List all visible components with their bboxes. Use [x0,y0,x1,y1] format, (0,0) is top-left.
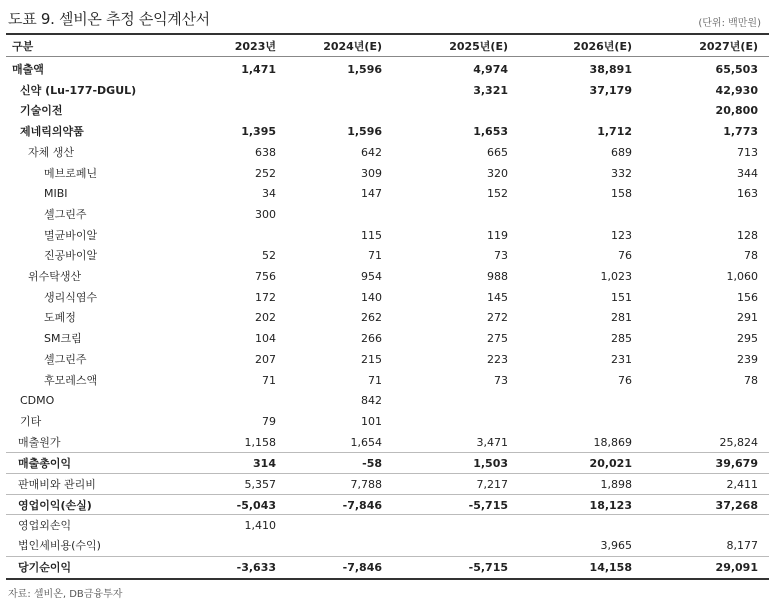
row-label: 판매비와 관리비 [18,478,96,491]
table-row [6,411,769,432]
cell-value: 1,023 [600,270,632,283]
cell-value: 123 [611,228,632,242]
cell-value: 842 [361,394,382,408]
cell-value: 215 [361,352,382,366]
row-label: MIBI [44,187,68,201]
cell-value: -5,715 [468,498,508,512]
row-label: 당기순이익 [18,560,72,574]
row-label: 매출액 [12,63,44,76]
row-label: 위수탁생산 [28,270,82,283]
row-label: CDMO [20,394,55,408]
cell-value: 79 [262,414,276,428]
table-row [6,80,769,101]
cell-value: 7,788 [350,478,382,491]
row-label: 기술이전 [20,104,63,118]
header-col-2024: 2024년(E) [323,40,382,53]
cell-value: 954 [361,270,382,283]
cell-value: 665 [487,145,508,159]
cell-value: 78 [744,249,758,263]
cell-value: 115 [361,228,382,242]
table-row [6,204,769,225]
cell-value: 320 [487,166,508,180]
cell-value: 7,217 [476,478,508,491]
table-row [6,390,769,411]
cell-value: 163 [737,187,758,201]
row-label: 영업이익(손실) [18,498,92,512]
cell-value: 252 [255,166,276,180]
row-label: 생리식염수 [44,290,98,304]
cell-value: 713 [737,145,758,159]
cell-value: 145 [487,290,508,304]
table-row [6,163,769,184]
cell-value: 275 [487,332,508,346]
row-label: 후모레스액 [44,373,98,387]
table-row [6,349,769,370]
row-label: 셀그린주 [44,207,87,221]
cell-value: 1,395 [241,125,276,139]
cell-value: -7,846 [342,498,382,512]
table-row [6,432,769,453]
row-label: 도페정 [44,311,76,325]
cell-value: 65,503 [715,63,758,76]
table-row [6,287,769,308]
cell-value: 104 [255,332,276,346]
cell-value: 25,824 [719,435,758,449]
cell-value: 71 [368,373,382,387]
cell-value: -58 [362,457,382,471]
table-row [6,307,769,328]
cell-value: 29,091 [715,560,758,574]
cell-value: 76 [618,249,632,263]
cell-value: 147 [361,187,382,201]
cell-value: 1,060 [726,270,758,283]
cell-value: 1,712 [597,125,632,139]
cell-value: 101 [361,414,382,428]
cell-value: 5,357 [244,478,276,491]
cell-value: 988 [487,270,508,283]
unit-label: (단위: 백만원) [698,18,761,29]
cell-value: 14,158 [589,560,632,574]
cell-value: 34 [262,187,276,201]
cell-value: 151 [611,290,632,304]
cell-value: 119 [487,228,508,242]
cell-value: 8,177 [726,539,758,553]
header-col-2027: 2027년(E) [699,40,758,53]
table-row [6,266,769,287]
cell-value: 158 [611,187,632,201]
cell-value: 1,654 [350,435,382,449]
cell-value: 52 [262,249,276,263]
cell-value: 73 [494,249,508,263]
header-col-2023: 2023년 [234,40,276,53]
cell-value: 38,891 [589,63,632,76]
cell-value: 1,596 [347,63,382,76]
cell-value: -3,633 [236,560,276,574]
row-label: 진공바이알 [44,249,98,263]
cell-value: 272 [487,311,508,325]
row-label: SM크림 [44,332,82,346]
row-label: 영업외손익 [18,519,72,533]
header-col-2025: 2025년(E) [449,40,508,53]
cell-value: 1,503 [473,457,508,471]
cell-value: 300 [255,207,276,221]
cell-value: 76 [618,373,632,387]
cell-value: 295 [737,332,758,346]
cell-value: 140 [361,290,382,304]
cell-value: 37,268 [715,498,758,512]
cell-value: 71 [368,249,382,263]
row-label: 법인세비용(수익) [18,539,101,553]
cell-value: 231 [611,352,632,366]
cell-value: 314 [253,457,276,471]
cell-value: 642 [361,145,382,159]
header-label: 구분 [12,40,34,53]
cell-value: 18,869 [593,435,632,449]
row-label: 메브로페닌 [44,166,98,180]
cell-value: 71 [262,373,276,387]
cell-value: 1,410 [244,519,276,533]
cell-value: 207 [255,352,276,366]
row-label: 자체 생산 [28,145,75,159]
cell-value: 1,471 [241,63,276,76]
cell-value: 156 [737,290,758,304]
cell-value: 638 [255,145,276,159]
table-row [6,100,769,121]
cell-value: 3,471 [476,435,508,449]
cell-value: -5,715 [468,560,508,574]
cell-value: 332 [611,166,632,180]
cell-value: 20,021 [589,457,632,471]
cell-value: 266 [361,332,382,346]
cell-value: 281 [611,311,632,325]
header-rule [6,56,769,57]
table-row [6,535,769,556]
cell-value: 37,179 [589,83,632,97]
cell-value: 1,158 [244,435,276,449]
cell-value: 1,773 [723,125,758,139]
cell-value: 73 [494,373,508,387]
cell-value: 128 [737,228,758,242]
cell-value: 223 [487,352,508,366]
cell-value: 756 [255,270,276,283]
cell-value: 152 [487,187,508,201]
cell-value: 262 [361,311,382,325]
row-label: 셀그린주 [44,352,87,366]
cell-value: -5,043 [236,498,276,512]
table-row [6,245,769,266]
cell-value: 1,898 [600,478,632,491]
source-note: 자료: 셀비온, DB금융투자 [8,589,123,600]
cell-value: 20,800 [715,104,758,118]
cell-value: -7,846 [342,560,382,574]
row-label: 제네릭의약품 [20,125,84,139]
table-row [6,121,769,142]
cell-value: 344 [737,166,758,180]
cell-value: 202 [255,311,276,325]
cell-value: 4,974 [473,63,508,76]
cell-value: 18,123 [589,498,632,512]
cell-value: 285 [611,332,632,346]
cell-value: 42,930 [715,83,758,97]
table-row [6,370,769,391]
cell-value: 291 [737,311,758,325]
cell-value: 2,411 [726,478,758,491]
cell-value: 309 [361,166,382,180]
row-label: 매출원가 [18,435,61,449]
table-top-rule [6,33,769,35]
cell-value: 1,596 [347,125,382,139]
table-row [6,59,769,80]
row-label: 멸균바이알 [44,228,98,242]
table-row [6,556,769,578]
cell-value: 78 [744,373,758,387]
table-row [6,514,769,536]
table-row [6,183,769,204]
header-row [6,36,769,57]
cell-value: 239 [737,352,758,366]
table-title: 도표 9. 셀비온 추정 손익계산서 [8,10,210,28]
table-row [6,452,769,474]
cell-value: 689 [611,145,632,159]
cell-value: 3,965 [600,539,632,553]
cell-value: 1,653 [473,125,508,139]
table-row [6,142,769,163]
table-row [6,328,769,349]
row-label: 기타 [20,414,42,428]
cell-value: 39,679 [715,457,758,471]
row-label: 신약 (Lu-177-DGUL) [20,83,137,97]
table-row [6,473,769,495]
table-row [6,225,769,246]
cell-value: 3,321 [473,83,508,97]
table-bottom-rule [6,578,769,580]
header-col-2026: 2026년(E) [573,40,632,53]
cell-value: 172 [255,290,276,304]
row-label: 매출총이익 [18,457,72,471]
table-row [6,494,769,516]
